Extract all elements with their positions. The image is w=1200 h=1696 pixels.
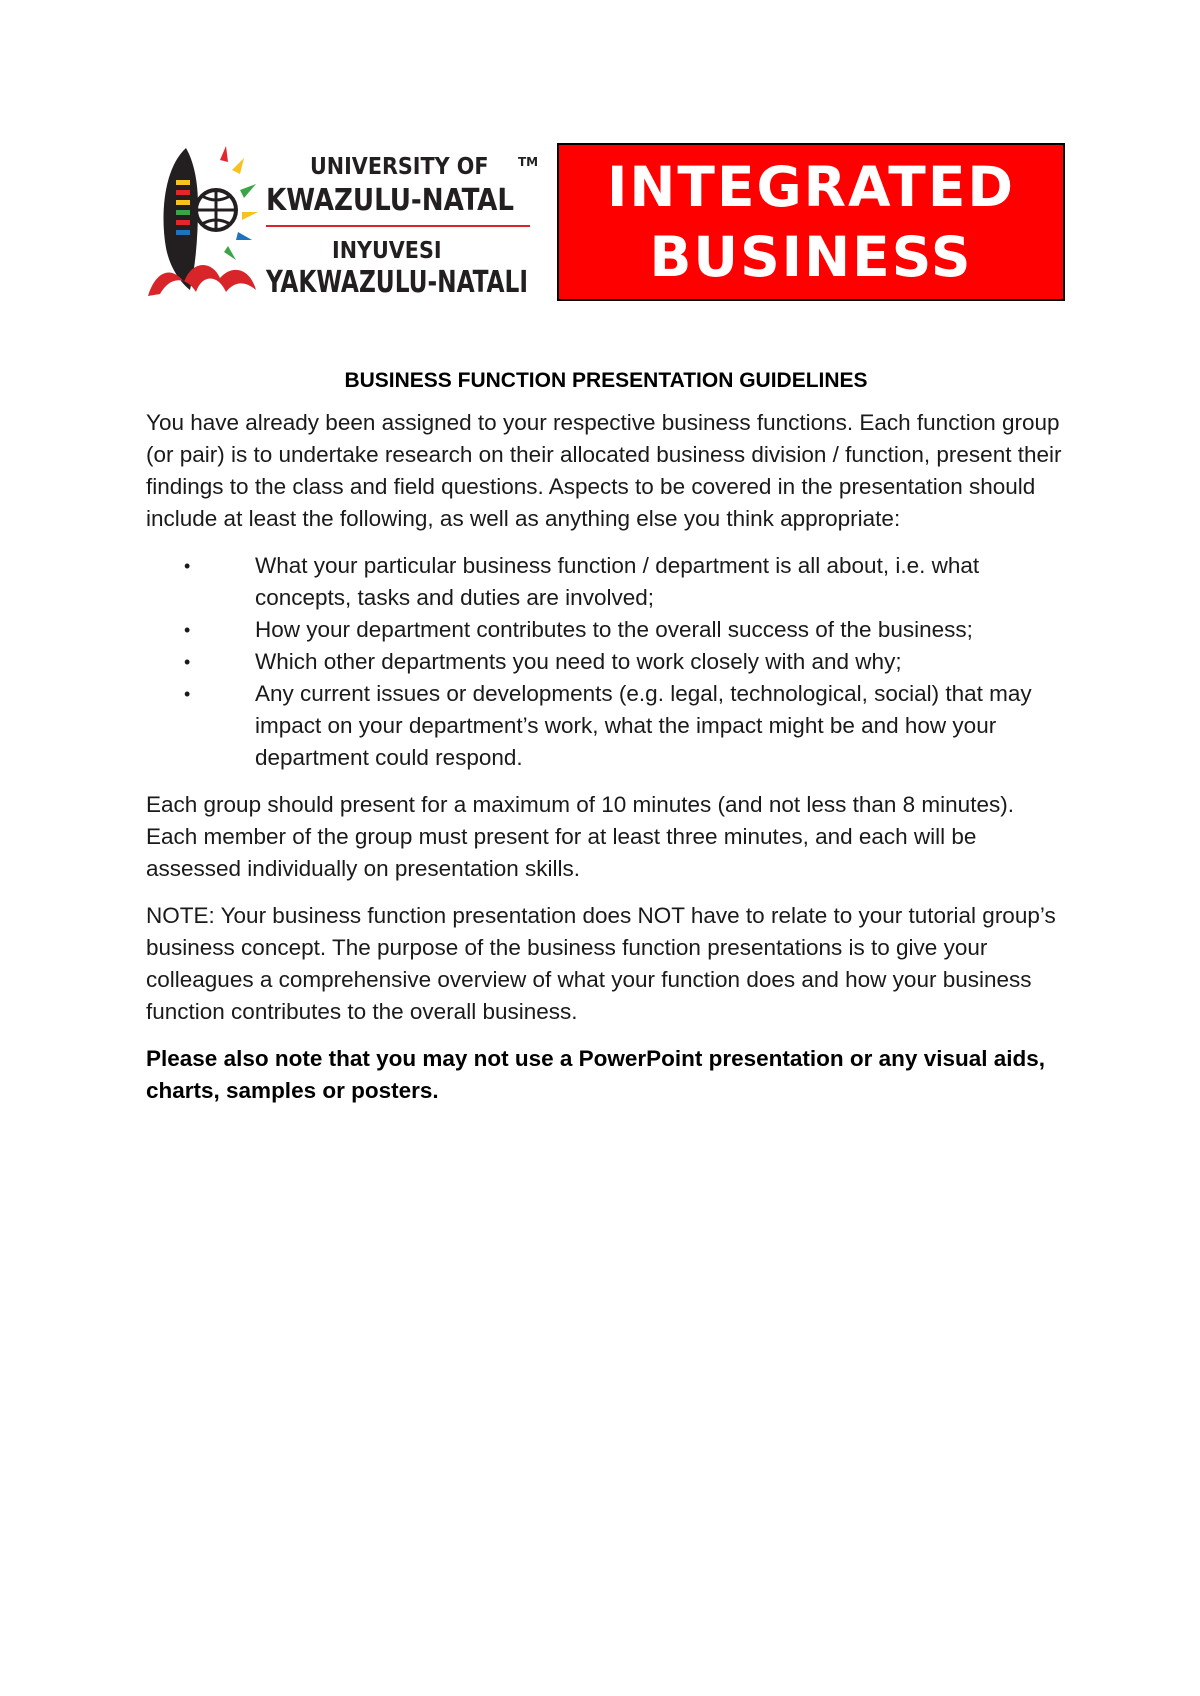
integrated-business-banner [557,143,1065,301]
document-title: BUSINESS FUNCTION PRESENTATION GUIDELINES [344,369,868,392]
list-item [146,550,1066,614]
university-logo [146,144,539,304]
bullet-icon: • [184,620,191,640]
intro-paragraph: You have already been assigned to your respective business functions. Each function group (or pair) is to undertake research on their allocated business division / function, present their findings to the class and field questions. Aspects to be covered in the presentation should include at least the following, as well as anything else you think appropriate: [146,410,1062,531]
note-paragraph: NOTE: Your business function presentation does NOT have to relate to your tutorial group’s business concept. The purpose of the business function presentations is to give your colleagues a comprehensive overview of what your function does and how your business function contributes to the overall business. [146,903,1056,1024]
document-body [146,365,1066,1107]
logo-trademark: TM [518,155,539,169]
university-crest-icon [146,144,539,304]
logo-line-1: UNIVERSITY OF [310,154,489,180]
logo-line-3: INYUVESI [332,238,442,264]
aspects-list [146,550,1066,774]
list-item [146,614,1066,646]
list-item-text: Which other departments you need to work closely with and why; [255,649,902,674]
logo-line-2: KWAZULU-NATAL [266,183,514,218]
banner-line-1: INTEGRATED [606,155,1016,219]
logo-line-4: YAKWAZULU-NATALI [265,265,528,300]
bullet-icon: • [184,652,191,672]
list-item-text: What your particular business function / department is all about, i.e. what concepts, tasks and duties are involved; [255,553,980,610]
bullet-icon: • [184,556,191,576]
bullet-icon: • [184,684,191,704]
bold-note-paragraph: Please also note that you may not use a PowerPoint presentation or any visual aids, charts, samples or posters. [146,1046,1046,1103]
list-item-text: Any current issues or developments (e.g. legal, technological, social) that may impact on your department’s work, what the impact might be and how your department could respond. [255,681,1032,770]
list-item [146,646,1066,678]
timing-paragraph: Each group should present for a maximum of 10 minutes (and not less than 8 minutes). Each member of the group must present for at least three minutes, and each will be assessed individually on presentation skills. [146,792,1014,881]
list-item-text: How your department contributes to the overall success of the business; [255,617,973,642]
list-item [146,678,1066,774]
banner-line-2: BUSINESS [649,225,973,289]
